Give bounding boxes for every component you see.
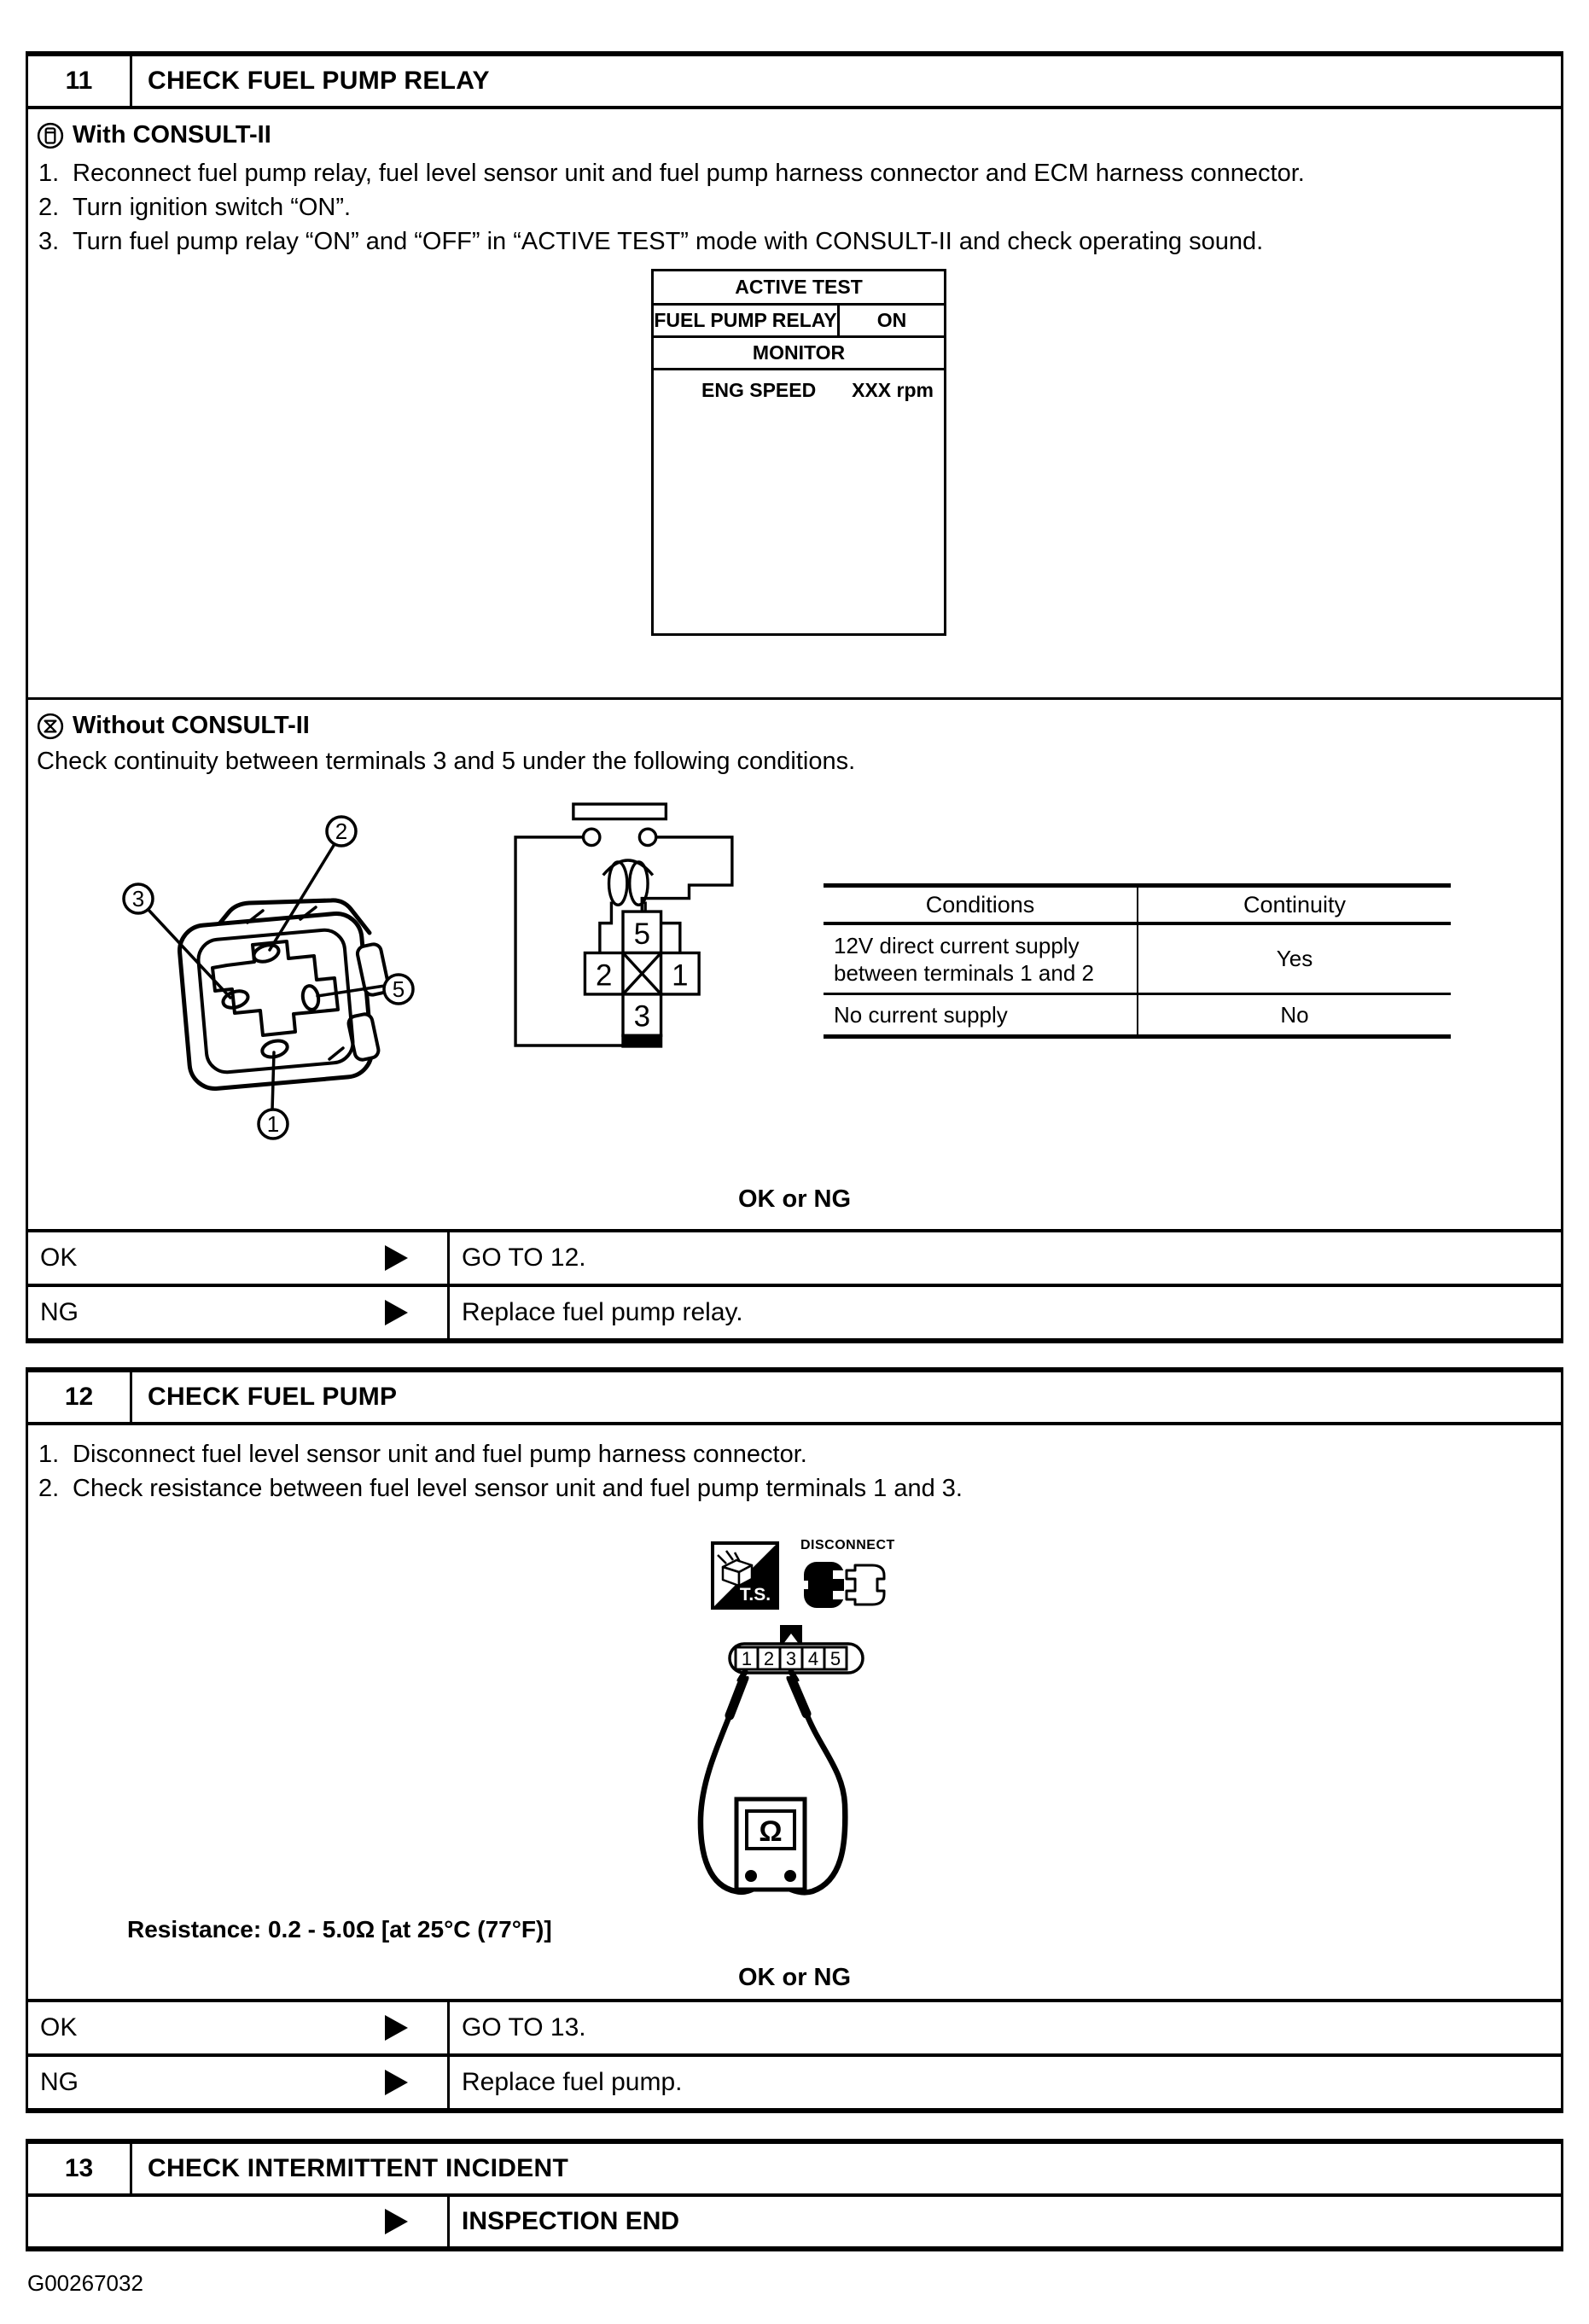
relay-internal-circuit-schematic bbox=[491, 799, 755, 1080]
step-13-header bbox=[28, 2144, 1561, 2197]
relay-check-figure bbox=[28, 788, 1561, 1163]
instruction-item: 2. Turn ignition switch “ON”. bbox=[38, 194, 352, 221]
result-label: OK bbox=[40, 1244, 78, 1272]
no-consult-tool-icon bbox=[37, 713, 64, 740]
ok-or-ng-label: OK or NG bbox=[737, 1964, 852, 1991]
fuel-pump-resistance-figure bbox=[28, 1506, 1561, 1902]
table-row bbox=[824, 925, 1451, 995]
callout-terminal-2: 2 bbox=[335, 818, 348, 844]
callout-terminal-1: 1 bbox=[266, 1111, 280, 1137]
step-title: CHECK FUEL PUMP RELAY bbox=[148, 67, 490, 95]
result-action: Replace fuel pump. bbox=[462, 2068, 683, 2096]
result-row-ng bbox=[28, 1284, 1561, 1338]
step-title: CHECK INTERMITTENT INCIDENT bbox=[148, 2154, 569, 2182]
strip-terminal-2: 2 bbox=[763, 1648, 775, 1669]
figure-reference-code: G00267032 bbox=[27, 2270, 143, 2296]
step-11-box bbox=[26, 51, 1563, 1343]
result-arrow-icon bbox=[385, 2070, 408, 2095]
with-consult-label: With CONSULT-II bbox=[73, 121, 271, 149]
instruction-list bbox=[28, 1437, 1561, 1506]
fuel-pump-relay-connector-drawing bbox=[119, 803, 427, 1140]
schematic-terminal-3: 3 bbox=[633, 999, 650, 1034]
strip-terminal-4: 4 bbox=[807, 1648, 819, 1669]
ts-label: T.S. bbox=[739, 1585, 771, 1605]
active-test-relay-row bbox=[654, 306, 944, 338]
relay-state: ON bbox=[876, 309, 907, 331]
result-arrow-icon bbox=[385, 2015, 408, 2041]
with-consult-heading bbox=[37, 121, 1561, 149]
connector-halves-icon bbox=[802, 1558, 888, 1611]
without-consult-label: Without CONSULT-II bbox=[73, 712, 310, 739]
result-row-ng bbox=[28, 2053, 1561, 2108]
result-action: INSPECTION END bbox=[462, 2207, 680, 2235]
column-header: Continuity bbox=[1243, 891, 1347, 917]
strip-terminal-5: 5 bbox=[829, 1648, 841, 1669]
step-12-box bbox=[26, 1367, 1563, 2113]
strip-terminal-3: 3 bbox=[785, 1648, 797, 1669]
step-number: 12 bbox=[28, 1372, 132, 1422]
result-arrow-icon bbox=[385, 2209, 408, 2234]
result-label: NG bbox=[40, 1298, 79, 1326]
step-13-box bbox=[26, 2139, 1563, 2251]
step-11-header bbox=[28, 56, 1561, 109]
result-row-end bbox=[28, 2197, 1561, 2246]
result-row-ok bbox=[28, 1999, 1561, 2053]
column-header: Conditions bbox=[824, 888, 1138, 922]
relay-label: FUEL PUMP RELAY bbox=[654, 306, 840, 335]
result-action: GO TO 13. bbox=[462, 2013, 586, 2042]
schematic-terminal-5: 5 bbox=[633, 917, 650, 951]
page-content bbox=[26, 51, 1563, 2297]
step-11-body bbox=[28, 121, 1561, 1214]
callout-terminal-5: 5 bbox=[392, 976, 405, 1002]
schematic-terminal-1: 1 bbox=[672, 958, 689, 993]
disconnect-label: DISCONNECT bbox=[800, 1538, 895, 1552]
instruction-item: 1. Disconnect fuel level sensor unit and fuel pump harness connector. bbox=[38, 1441, 807, 1468]
continuity-cell: Yes bbox=[1276, 946, 1313, 971]
strip-terminal-1: 1 bbox=[741, 1648, 753, 1669]
continuity-instruction: Check continuity between terminals 3 and 5 under the following conditions. bbox=[37, 748, 856, 775]
terminal-and-socket-icon bbox=[711, 1541, 779, 1610]
step-number: 13 bbox=[28, 2144, 132, 2193]
step-number: 11 bbox=[28, 56, 132, 106]
table-header-row bbox=[824, 888, 1451, 925]
without-consult-heading bbox=[37, 712, 1561, 740]
consult-tester-icon bbox=[37, 122, 64, 149]
engine-speed-row bbox=[654, 370, 944, 410]
result-arrow-icon bbox=[385, 1245, 408, 1271]
instruction-list bbox=[28, 156, 1561, 259]
ohm-symbol: Ω bbox=[759, 1815, 783, 1848]
continuity-conditions-table bbox=[824, 883, 1451, 1039]
resistance-spec: Resistance: 0.2 - 5.0Ω [at 25°C (77°F)] bbox=[127, 1916, 552, 1942]
result-arrow-icon bbox=[385, 1300, 408, 1325]
table-row bbox=[824, 995, 1451, 1034]
result-label: OK bbox=[40, 2013, 78, 2042]
condition-cell: 12V direct current supply between terminals 1 and 2 bbox=[824, 925, 1138, 993]
result-action: GO TO 12. bbox=[462, 1244, 586, 1272]
ohmmeter-figure bbox=[676, 1676, 864, 1898]
step-title: CHECK FUEL PUMP bbox=[148, 1383, 398, 1411]
consult-active-test-screen bbox=[651, 269, 946, 636]
section-divider bbox=[28, 697, 1561, 700]
continuity-cell: No bbox=[1280, 1001, 1309, 1028]
spacer bbox=[26, 2113, 1563, 2139]
speed-value: XXX rpm bbox=[852, 378, 934, 401]
schematic-terminal-2: 2 bbox=[596, 958, 613, 993]
instruction-item: 2. Check resistance between fuel level sensor unit and fuel pump terminals 1 and 3. bbox=[38, 1475, 963, 1502]
instruction-item: 1. Reconnect fuel pump relay, fuel level sensor unit and fuel pump harness connector and ECM harness connector. bbox=[38, 160, 1305, 187]
condition-cell: No current supply bbox=[824, 995, 1138, 1034]
spacer bbox=[26, 1343, 1563, 1367]
result-action: Replace fuel pump relay. bbox=[462, 1298, 743, 1326]
result-row-ok bbox=[28, 1229, 1561, 1284]
callout-terminal-3: 3 bbox=[131, 886, 145, 912]
ok-or-ng-label: OK or NG bbox=[737, 1185, 852, 1213]
result-label: NG bbox=[40, 2068, 79, 2096]
step-12-body bbox=[28, 1437, 1561, 1992]
active-test-title: ACTIVE TEST bbox=[654, 271, 944, 306]
monitor-label: MONITOR bbox=[654, 338, 944, 370]
step-12-header bbox=[28, 1372, 1561, 1425]
fuel-pump-connector-terminals bbox=[727, 1615, 865, 1681]
instruction-item: 3. Turn fuel pump relay “ON” and “OFF” in “ACTIVE TEST” mode with CONSULT-II and check operating sound. bbox=[38, 228, 1264, 255]
speed-label: ENG SPEED bbox=[701, 378, 817, 401]
